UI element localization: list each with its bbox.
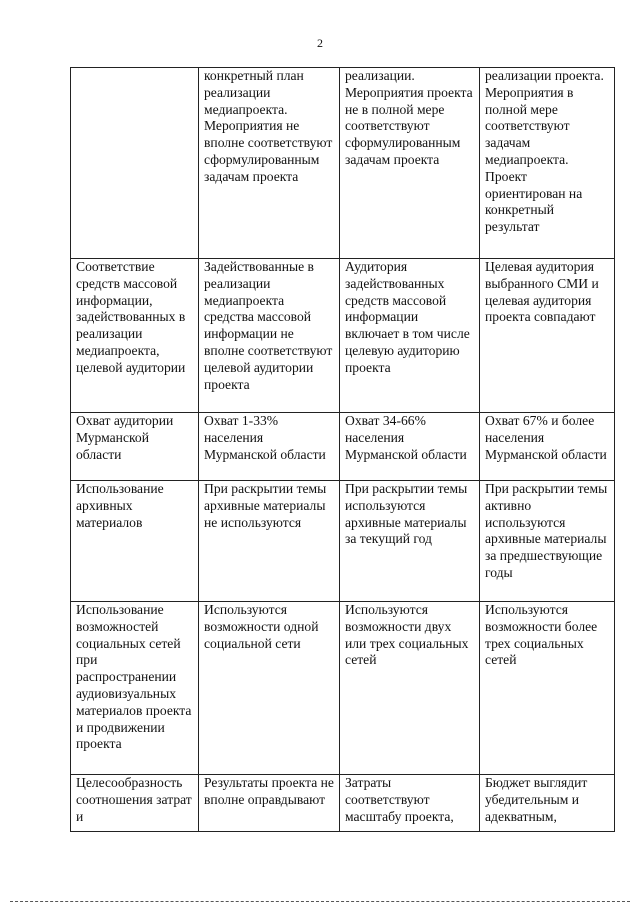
medium-score-cell: Охват 34-66% населения Мурманской области	[340, 413, 480, 481]
high-score-cell: Бюджет выглядит убедительным и адекватным,	[480, 775, 615, 832]
table-row	[71, 481, 615, 602]
table-row	[71, 68, 615, 259]
low-score-cell: Охват 1-33% населения Мурманской области	[199, 413, 340, 481]
medium-score-cell: При раскрытии темы используются архивные материалы за текущий год	[340, 481, 480, 602]
low-score-cell: Задействованные в реализации медиапроекта средства массовой информации не вполне соответствуют целевой аудитории проекта	[199, 259, 340, 413]
low-score-cell: конкретный план реализации медиапроекта. Мероприятия не вполне соответствуют сформулированным задачам проекта	[199, 68, 340, 259]
medium-score-cell: Затраты соответствуют масштабу проекта,	[340, 775, 480, 832]
criterion-cell: Использование возможностей социальных сетей при распространении аудиовизуальных материалов проекта и продвижении проекта	[71, 602, 199, 775]
low-score-cell: Результаты проекта не вполне оправдывают	[199, 775, 340, 832]
medium-score-cell: Используются возможности двух или трех социальных сетей	[340, 602, 480, 775]
high-score-cell: Целевая аудитория выбранного СМИ и целевая аудитория проекта совпадают	[480, 259, 615, 413]
high-score-cell: реализации проекта. Мероприятия в полной мере соответствуют задачам медиапроекта. Проект ориентирован на конкретный результат	[480, 68, 615, 259]
table-row	[71, 259, 615, 413]
criterion-cell: Целесообразность соотношения затрат и	[71, 775, 199, 832]
high-score-cell: Охват 67% и более населения Мурманской области	[480, 413, 615, 481]
page-bottom-divider	[10, 901, 630, 902]
criterion-cell: Соответствие средств массовой информации, задействованных в реализации медиапроекта, целевой аудитории	[71, 259, 199, 413]
low-score-cell: При раскрытии темы архивные материалы не используются	[199, 481, 340, 602]
evaluation-criteria-table	[70, 67, 615, 832]
low-score-cell: Используются возможности одной социальной сети	[199, 602, 340, 775]
table-row	[71, 775, 615, 832]
medium-score-cell: реализации. Мероприятия проекта не в полной мере соответствуют сформулированным задачам проекта	[340, 68, 480, 259]
high-score-cell: Используются возможности более трех социальных сетей	[480, 602, 615, 775]
medium-score-cell: Аудитория задействованных средств массовой информации включает в том числе целевую аудиторию проекта	[340, 259, 480, 413]
page-number: 2	[317, 36, 323, 50]
criterion-cell: Использование архивных материалов	[71, 481, 199, 602]
criterion-cell: Охват аудитории Мурманской области	[71, 413, 199, 481]
high-score-cell: При раскрытии темы активно используются архивные материалы за предшествующие годы	[480, 481, 615, 602]
table-row	[71, 602, 615, 775]
criterion-cell	[71, 68, 199, 259]
table-row	[71, 413, 615, 481]
